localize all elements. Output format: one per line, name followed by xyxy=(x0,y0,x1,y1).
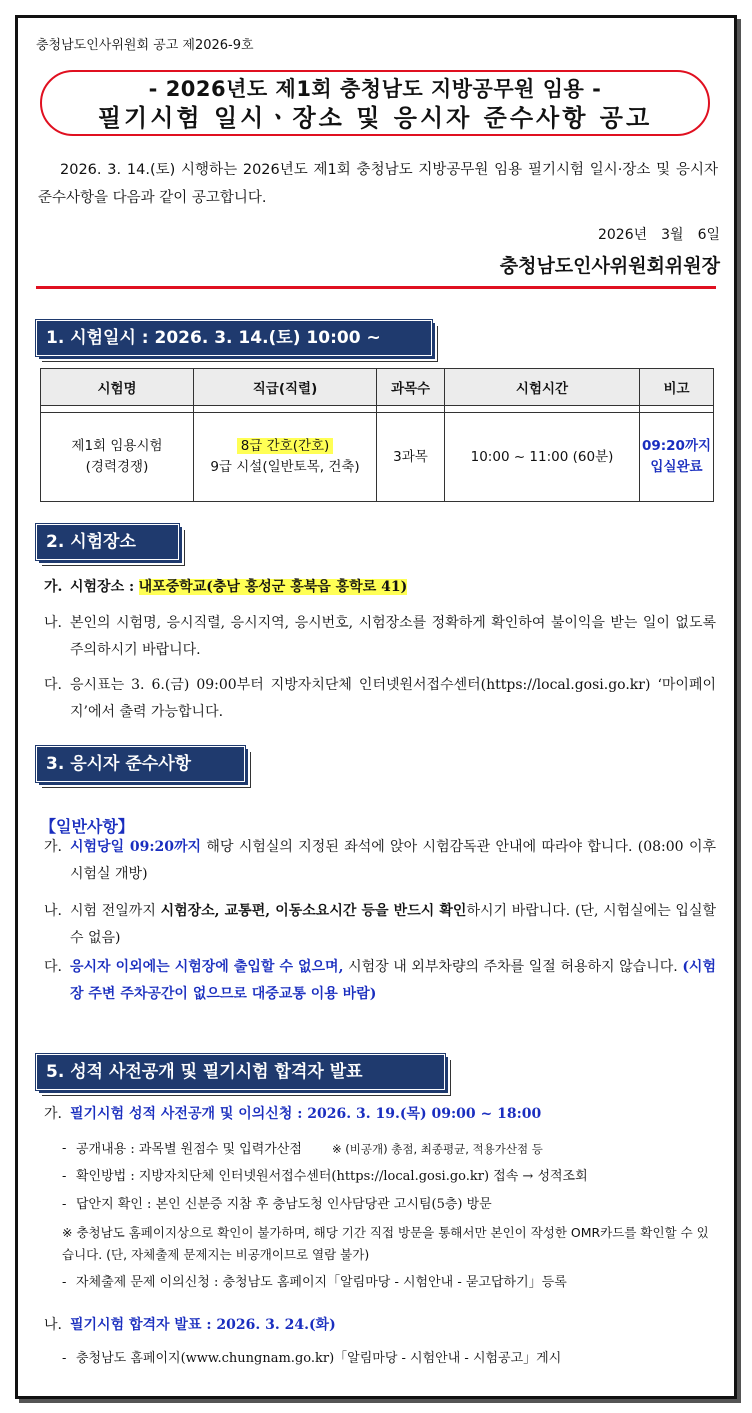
date-day: 6일 xyxy=(697,227,720,243)
notice-document xyxy=(15,15,737,1399)
col-exam-time: 시험시간 xyxy=(445,369,640,406)
table-row xyxy=(41,413,714,502)
cell-subjects: 3과목 xyxy=(377,413,445,502)
date-month: 3월 xyxy=(661,227,684,243)
section-5-item-b: 나. 필기시험 합격자 발표 : 2026. 3. 24.(화) xyxy=(44,1317,336,1333)
section-5-dash-2: - 확인방법 : 지방자치단체 인터넷원서접수센터(https://local.gosi.go.kr) 접속 → 성적조회 xyxy=(62,1169,588,1184)
section-5-dash-4: - 자체출제 문제 이의신청 : 충청남도 홈페이지「알림마당 - 시험안내 - 묻고답하기」등록 xyxy=(62,1275,567,1290)
highlighted-grade: 8급 간호(간호) xyxy=(237,438,334,454)
section-5-dash-1: - 공개내용 : 과목별 원점수 및 입력가산점 ※ (비공개) 총점, 최종평균, 적용가산점 등 xyxy=(62,1141,543,1157)
exam-venue: 내포중학교(충남 홍성군 홍북읍 홍학로 41) xyxy=(138,579,408,595)
section-3-item-c: 다. 응시자 이외에는 시험장에 출입할 수 없으며, 시험장 내 외부차량의 주차를 일절 허용하지 않습니다. (시험장 주변 주차공간이 없으므로 대중교통 이용 바람) xyxy=(44,959,716,1002)
section-3-item-a: 가. 시험당일 09:20까지 해당 시험실의 지정된 좌석에 앉아 시험감독관 안내에 따라야 합니다. (08:00 이후 시험실 개방) xyxy=(44,839,716,882)
cell-exam-name: 제1회 임용시험 (경력경쟁) xyxy=(41,413,194,502)
section-3-heading: 3. 응시자 준수사항 xyxy=(36,746,245,782)
col-exam-name: 시험명 xyxy=(41,369,194,406)
omr-check-note: ※ 충청남도 홈페이지상으로 확인이 불가하며, 해당 기간 직접 방문을 통해서만 본인이 작성한 OMR카드를 확인할 수 있습니다. (단, 자체출제 문제지는 비공개이므로 열람 불가) xyxy=(62,1225,709,1262)
section-5-heading: 5. 성적 사전공개 및 필기시험 합격자 발표 xyxy=(36,1054,445,1090)
notice-date xyxy=(584,224,720,244)
notice-number: 충청남도인사위원회 공고 제2026-9호 xyxy=(36,38,254,53)
general-rules-subhead: 【일반사항】 xyxy=(40,817,134,836)
section-2-item-b: 나. 본인의 시험명, 응시직렬, 응시지역, 응시번호, 시험장소를 정확하게 확인하여 불이익을 받는 일이 없도록 주의하시기 바랍니다. xyxy=(44,615,716,658)
section-5-dash-3: - 답안지 확인 : 본인 신분증 지참 후 충남도청 인사담당관 고시팀(5층) 방문 xyxy=(62,1197,492,1212)
section-2-item-c: 다. 응시표는 3. 6.(금) 09:00부터 지방자치단체 인터넷원서접수센터(https://local.gosi.go.kr) ‘마이페이지’에서 출력 가능합니다. xyxy=(44,677,716,720)
exam-schedule-table xyxy=(40,368,714,502)
title-line-2: 필기시험 일시ㆍ장소 및 응시자 준수사항 공고 xyxy=(97,104,653,132)
date-year: 2026년 xyxy=(597,227,648,243)
section-2-item-a: 가. 시험장소 : 내포중학교(충남 홍성군 홍북읍 홍학로 41) xyxy=(44,579,408,595)
col-grade: 직급(직렬) xyxy=(194,369,377,406)
signer: 충청남도인사위원회위원장 xyxy=(499,255,720,277)
cell-exam-time: 10:00 ~ 11:00 (60분) xyxy=(445,413,640,502)
table-header-row xyxy=(41,369,714,406)
section-5-item-a: 가. 필기시험 성적 사전공개 및 이의신청 : 2026. 3. 19.(목) 09:00 ~ 18:00 xyxy=(44,1106,542,1122)
col-note: 비고 xyxy=(640,369,714,406)
section-3-item-b: 나. 시험 전일까지 시험장소, 교통편, 이동소요시간 등을 반드시 확인하시기 바랍니다. (단, 시험실에는 입실할 수 없음) xyxy=(44,903,717,946)
section-1-heading: 1. 시험일시 : 2026. 3. 14.(토) 10:00 ~ xyxy=(36,320,432,356)
col-subjects: 과목수 xyxy=(377,369,445,406)
title-box xyxy=(40,70,710,136)
cell-note: 09:20까지 입실완료 xyxy=(640,413,714,502)
section-2-heading: 2. 시험장소 xyxy=(36,524,179,560)
cell-grade: 8급 간호(간호) 9급 시설(일반토목, 건축) xyxy=(194,413,377,502)
divider xyxy=(36,286,716,289)
intro-paragraph: 2026. 3. 14.(토) 시행하는 2026년도 제1회 충청남도 지방공무원 임용 필기시험 일시·장소 및 응시자 준수사항을 다음과 같이 공고합니다. xyxy=(38,162,718,206)
title-line-1: - 2026년도 제1회 충청남도 지방공무원 임용 - xyxy=(148,77,602,101)
table-gap-row xyxy=(41,406,714,413)
section-5-dash-5: - 충청남도 홈페이지(www.chungnam.go.kr)「알림마당 - 시험안내 - 시험공고」게시 xyxy=(62,1351,562,1366)
